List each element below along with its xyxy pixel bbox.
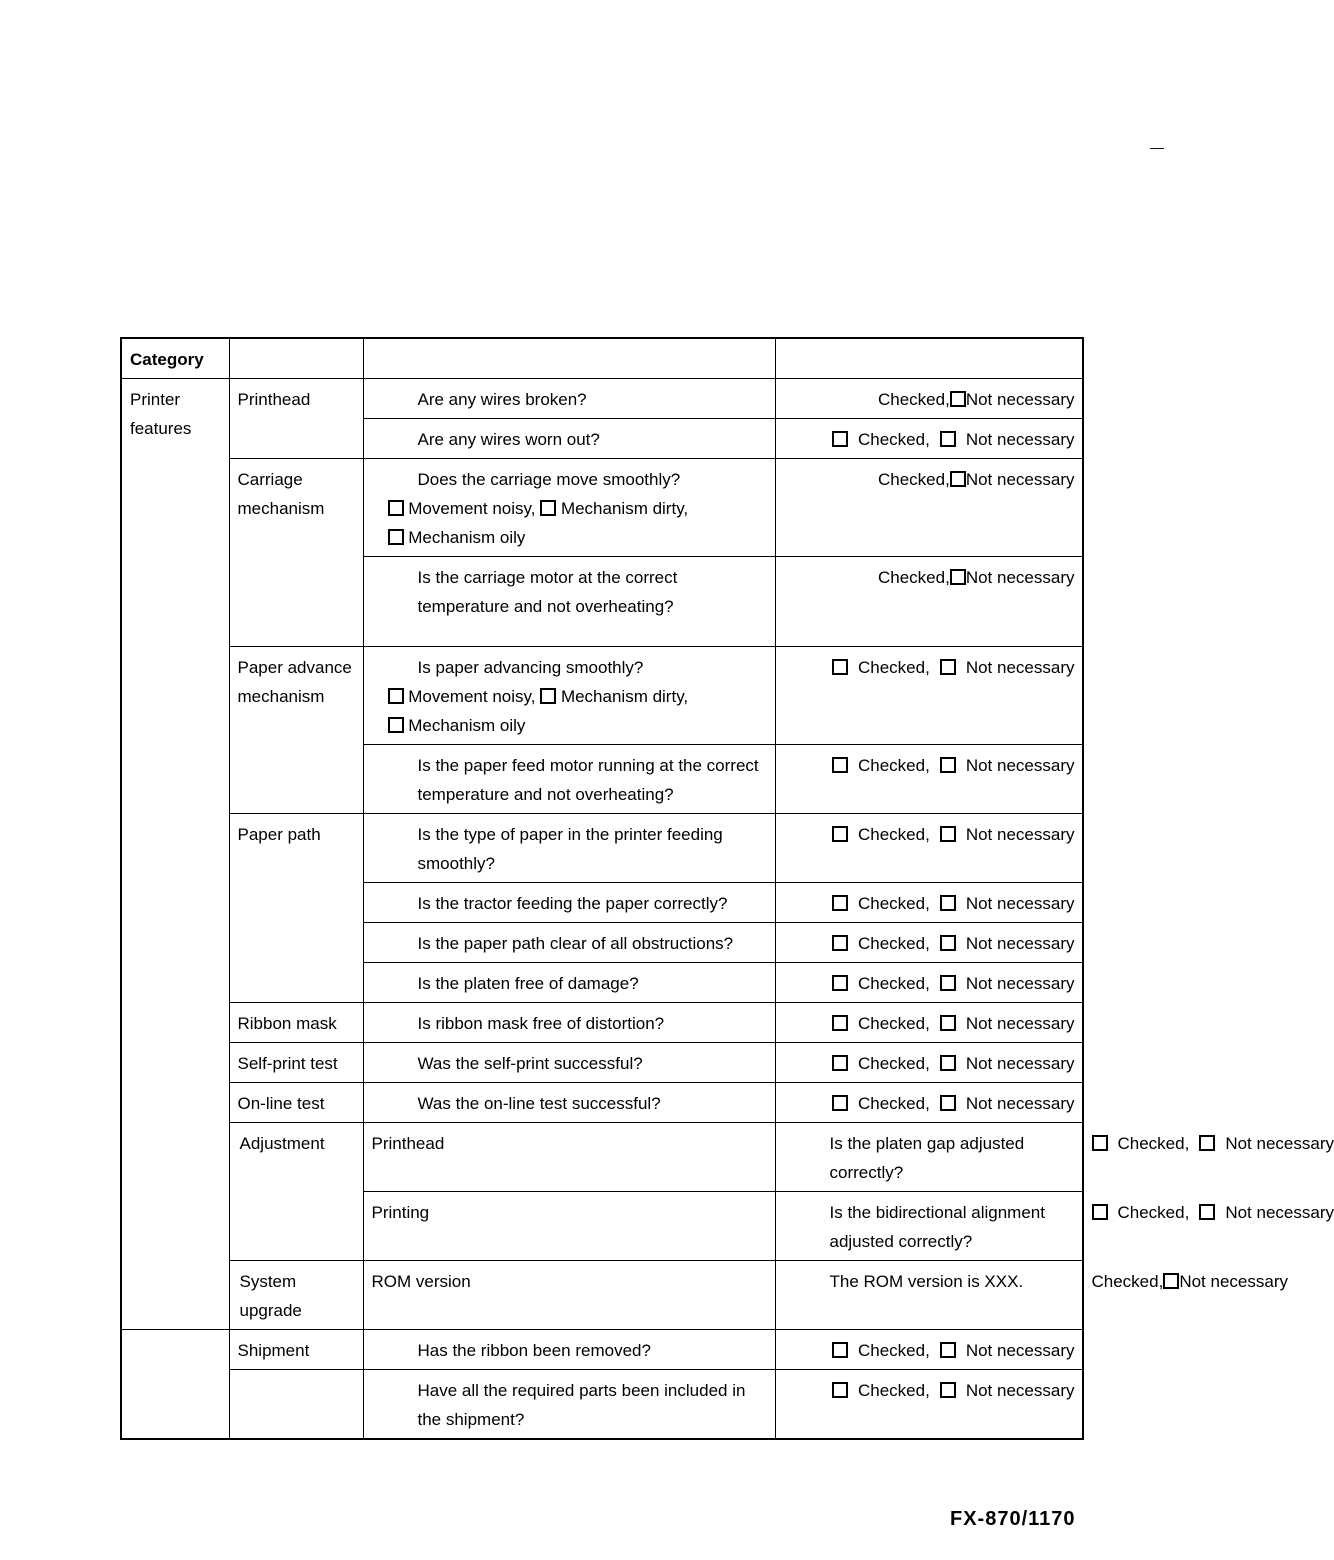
options: Movement noisy, Mechanism dirty,: [372, 682, 767, 711]
not-necessary-checkbox[interactable]: [950, 569, 966, 585]
check-options: Checked, Not necessary: [775, 379, 1083, 419]
not-necessary-checkbox[interactable]: [940, 895, 956, 911]
checked-checkbox[interactable]: [832, 659, 848, 675]
check-options: Checked, Not necessary: [775, 1083, 1083, 1123]
check-options: Checked, Not necessary: [775, 557, 1083, 647]
question: Has the ribbon been removed?: [417, 1341, 651, 1360]
question: Does the carriage move smoothly?: [417, 470, 681, 489]
question: Was the self-print successful?: [417, 1054, 643, 1073]
not-necessary-checkbox[interactable]: [940, 826, 956, 842]
question: Is the platen free of damage?: [417, 974, 639, 993]
not-necessary-checkbox[interactable]: [1199, 1204, 1215, 1220]
table-row: [121, 1330, 1083, 1370]
question: Is the paper feed motor running at the correct temperature and not overheating?: [417, 756, 759, 804]
check-options: Checked, Not necessary: [775, 745, 1083, 814]
table-row: [121, 1043, 1083, 1083]
not-necessary-checkbox[interactable]: [940, 1342, 956, 1358]
not-necessary-checkbox[interactable]: [1163, 1273, 1179, 1289]
not-necessary-checkbox[interactable]: [940, 659, 956, 675]
checked-checkbox[interactable]: [1092, 1204, 1108, 1220]
checked-checkbox[interactable]: [1092, 1135, 1108, 1151]
not-necessary-checkbox[interactable]: [940, 935, 956, 951]
table-row: System upgrade ROM version The ROM version is XXX. Checked, Not necessary: [121, 1261, 1083, 1330]
checked-checkbox[interactable]: [832, 935, 848, 951]
question: Is the paper path clear of all obstructions?: [417, 934, 734, 953]
not-necessary-checkbox[interactable]: [940, 1382, 956, 1398]
subcategory-rom: ROM version: [363, 1261, 775, 1330]
subcategory-paper-advance: Paper advance mechanism: [229, 647, 363, 814]
header-category: Category: [121, 338, 229, 379]
checked-checkbox[interactable]: [832, 826, 848, 842]
table-header-row: [121, 338, 1083, 379]
options: Movement noisy, Mechanism dirty,: [372, 494, 767, 523]
not-necessary-checkbox[interactable]: [940, 1015, 956, 1031]
question: Was the on-line test successful?: [417, 1094, 661, 1113]
mechanism-oily-checkbox[interactable]: [388, 529, 404, 545]
check-options: Checked, Not necessary: [775, 1003, 1083, 1043]
subcategory-carriage: Carriage mechanism: [229, 459, 363, 647]
question: Are any wires worn out?: [417, 430, 600, 449]
category-printer-features: Printer features: [121, 379, 229, 1330]
not-necessary-checkbox[interactable]: [950, 391, 966, 407]
options: Mechanism oily: [372, 523, 767, 552]
check-options: Checked, Not necessary: [775, 647, 1083, 745]
table-row: Adjustment Printhead Is the platen gap adjusted correctly? Checked, Not necessary: [121, 1123, 1083, 1192]
subcategory-self-print: Self-print test: [229, 1043, 363, 1083]
table-row: Printing Is the bidirectional alignment adjusted correctly? Checked, Not necessary: [121, 1192, 1083, 1261]
check-options: Checked, Not necessary: [775, 814, 1083, 883]
checked-checkbox[interactable]: [832, 757, 848, 773]
check-options: Checked, Not necessary: [775, 923, 1083, 963]
check-options: Checked, Not necessary: [775, 419, 1083, 459]
subcategory-paper-path: Paper path: [229, 814, 363, 1003]
movement-noisy-checkbox[interactable]: [388, 500, 404, 516]
subcategory-shipment: Shipment: [229, 1330, 363, 1370]
check-options: Checked, Not necessary: [775, 459, 1083, 557]
check-options: Checked, Not necessary: [775, 1330, 1083, 1370]
check-options: Checked, Not necessary: [775, 963, 1083, 1003]
table-row: [121, 1370, 1083, 1440]
subcategory-adj-printhead: Printhead: [363, 1123, 775, 1192]
category-adjustment: Adjustment: [229, 1123, 363, 1261]
check-options: Checked, Not necessary: [775, 883, 1083, 923]
subcategory-online: On-line test: [229, 1083, 363, 1123]
question: Are any wires broken?: [417, 390, 587, 409]
not-necessary-checkbox[interactable]: [940, 431, 956, 447]
checked-checkbox[interactable]: [832, 1342, 848, 1358]
category-system-upgrade: System upgrade: [229, 1261, 363, 1330]
not-necessary-checkbox[interactable]: [940, 1055, 956, 1071]
checked-checkbox[interactable]: [832, 975, 848, 991]
movement-noisy-checkbox[interactable]: [388, 688, 404, 704]
footer-model: FX-870/1170: [950, 1508, 1076, 1530]
mechanism-oily-checkbox[interactable]: [388, 717, 404, 733]
subcategory-printhead: Printhead: [229, 379, 363, 459]
question: Have all the required parts been included in the shipment?: [417, 1381, 746, 1429]
checked-checkbox[interactable]: [832, 1015, 848, 1031]
question: Is the platen gap adjusted correctly?: [829, 1134, 1025, 1182]
not-necessary-checkbox[interactable]: [1199, 1135, 1215, 1151]
checklist-table: [120, 337, 1334, 1440]
not-necessary-checkbox[interactable]: [950, 471, 966, 487]
question: Is the bidirectional alignment adjusted correctly?: [829, 1203, 1045, 1251]
checked-checkbox[interactable]: [832, 1095, 848, 1111]
not-necessary-checkbox[interactable]: [940, 1095, 956, 1111]
question: Is paper advancing smoothly?: [417, 658, 644, 677]
checked-checkbox[interactable]: [832, 1382, 848, 1398]
table-row: [121, 1003, 1083, 1043]
question: Is the carriage motor at the correct temperature and not overheating?: [417, 568, 678, 616]
question: Is the tractor feeding the paper correctly?: [417, 894, 728, 913]
subcategory-ribbon-mask: Ribbon mask: [229, 1003, 363, 1043]
not-necessary-checkbox[interactable]: [940, 757, 956, 773]
checked-checkbox[interactable]: [832, 895, 848, 911]
mechanism-dirty-checkbox[interactable]: [540, 500, 556, 516]
subcategory-printing: Printing: [363, 1192, 775, 1261]
not-necessary-checkbox[interactable]: [940, 975, 956, 991]
check-options: Checked, Not necessary: [775, 1043, 1083, 1083]
corner-mark: —: [1150, 139, 1164, 155]
checked-checkbox[interactable]: [832, 431, 848, 447]
options: Mechanism oily: [372, 711, 767, 740]
table-row: [121, 379, 1083, 419]
mechanism-dirty-checkbox[interactable]: [540, 688, 556, 704]
check-options: Checked, Not necessary: [775, 1370, 1083, 1440]
question: Is the type of paper in the printer feeding smoothly?: [417, 825, 723, 873]
table-row: [121, 1083, 1083, 1123]
table-row: [121, 647, 1083, 745]
question: The ROM version is XXX.: [829, 1272, 1024, 1291]
question: Is ribbon mask free of distortion?: [417, 1014, 665, 1033]
checked-checkbox[interactable]: [832, 1055, 848, 1071]
table-row: [121, 814, 1083, 883]
table-row: [121, 459, 1083, 557]
